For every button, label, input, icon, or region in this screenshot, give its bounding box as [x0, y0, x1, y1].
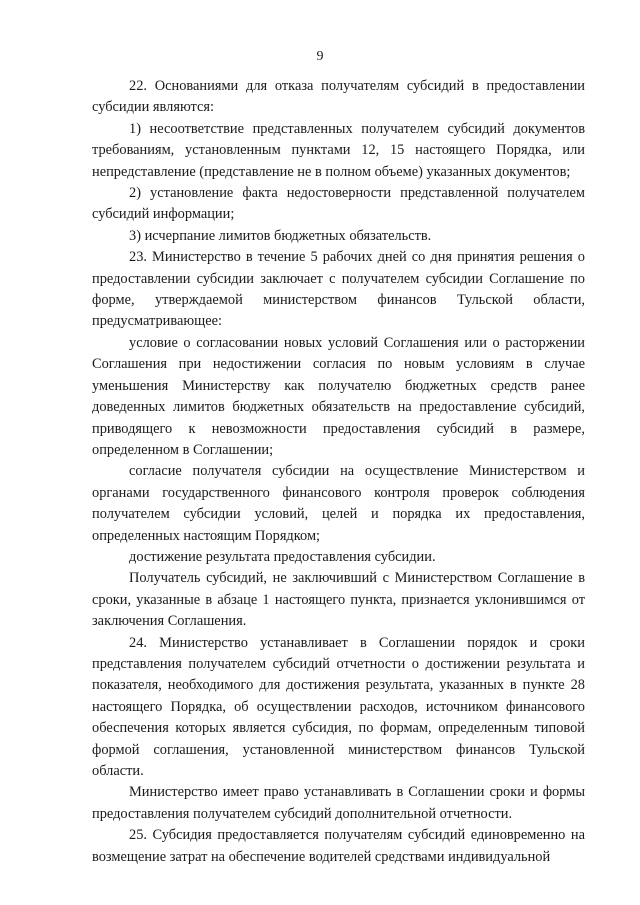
paragraph-25: 25. Субсидия предоставляется получателям субсидий единовременно на возмещение затрат на обеспечение водителей средствами индивидуальной [92, 827, 585, 865]
paragraph-24: 24. Министерство устанавливает в Соглашении порядок и сроки представления получателем субсидий отчетности о достижении результата и показателя, необходимого для достижения результата, указанных в пункте 28 настоящего Порядка, об осуществлении расходов, источником финансового обеспечения которых является субсидия, по формам, определенным типовой формой соглашения, установленной министерством финансов Тульской области. [92, 634, 585, 779]
paragraph-evasion: Получатель субсидий, не заключивший с Министерством Соглашение в сроки, указанные в абзаце 1 настоящего пункта, признается уклонившимся от заключения Соглашения. [92, 570, 585, 630]
list-item-2: 2) установление факта недостоверности представленной получателем субсидий информации; [92, 185, 585, 223]
paragraph-consent-inspections: согласие получателя субсидии на осуществление Министерством и органами государственного финансового контроля проверок соблюдения получателем субсидии условий, целей и порядка их предоставления, определенных настоящим Порядком; [92, 463, 585, 544]
document-body [92, 76, 585, 868]
paragraph-condition-agreement: условие о согласовании новых условий Соглашения или о расторжении Соглашения при недостижении согласия по новым условиям в случае уменьшения Министерству как получателю бюджетных средств ранее доведенных лимитов бюджетных обязательств на предоставление субсидий, приводящего к невозможности предоставления субсидий в размере, определенном в Соглашении; [92, 334, 585, 458]
paragraph-additional-reporting: Министерство имеет право устанавливать в Соглашении сроки и формы предоставления получателем субсидий дополнительной отчетности. [92, 784, 585, 822]
paragraph-result: достижение результата предоставления субсидии. [129, 548, 436, 565]
list-item-1: 1) несоответствие представленных получателем субсидий документов требованиям, установленным пунктами 12, 15 настоящего Порядка, или непредставление (представление не в полном объеме) указанных документов; [92, 120, 585, 180]
list-item-3: 3) исчерпание лимитов бюджетных обязательств. [129, 227, 432, 244]
page-number: 9 [316, 49, 324, 64]
paragraph-23: 23. Министерство в течение 5 рабочих дней со дня принятия решения о предоставлении субсидии заключает с получателем субсидии Соглашение по форме, утверждаемой министерством финансов Тульской области, предусматривающее: [92, 249, 585, 330]
paragraph-22: 22. Основаниями для отказа получателям субсидий в предоставлении субсидии являются: [92, 78, 585, 116]
